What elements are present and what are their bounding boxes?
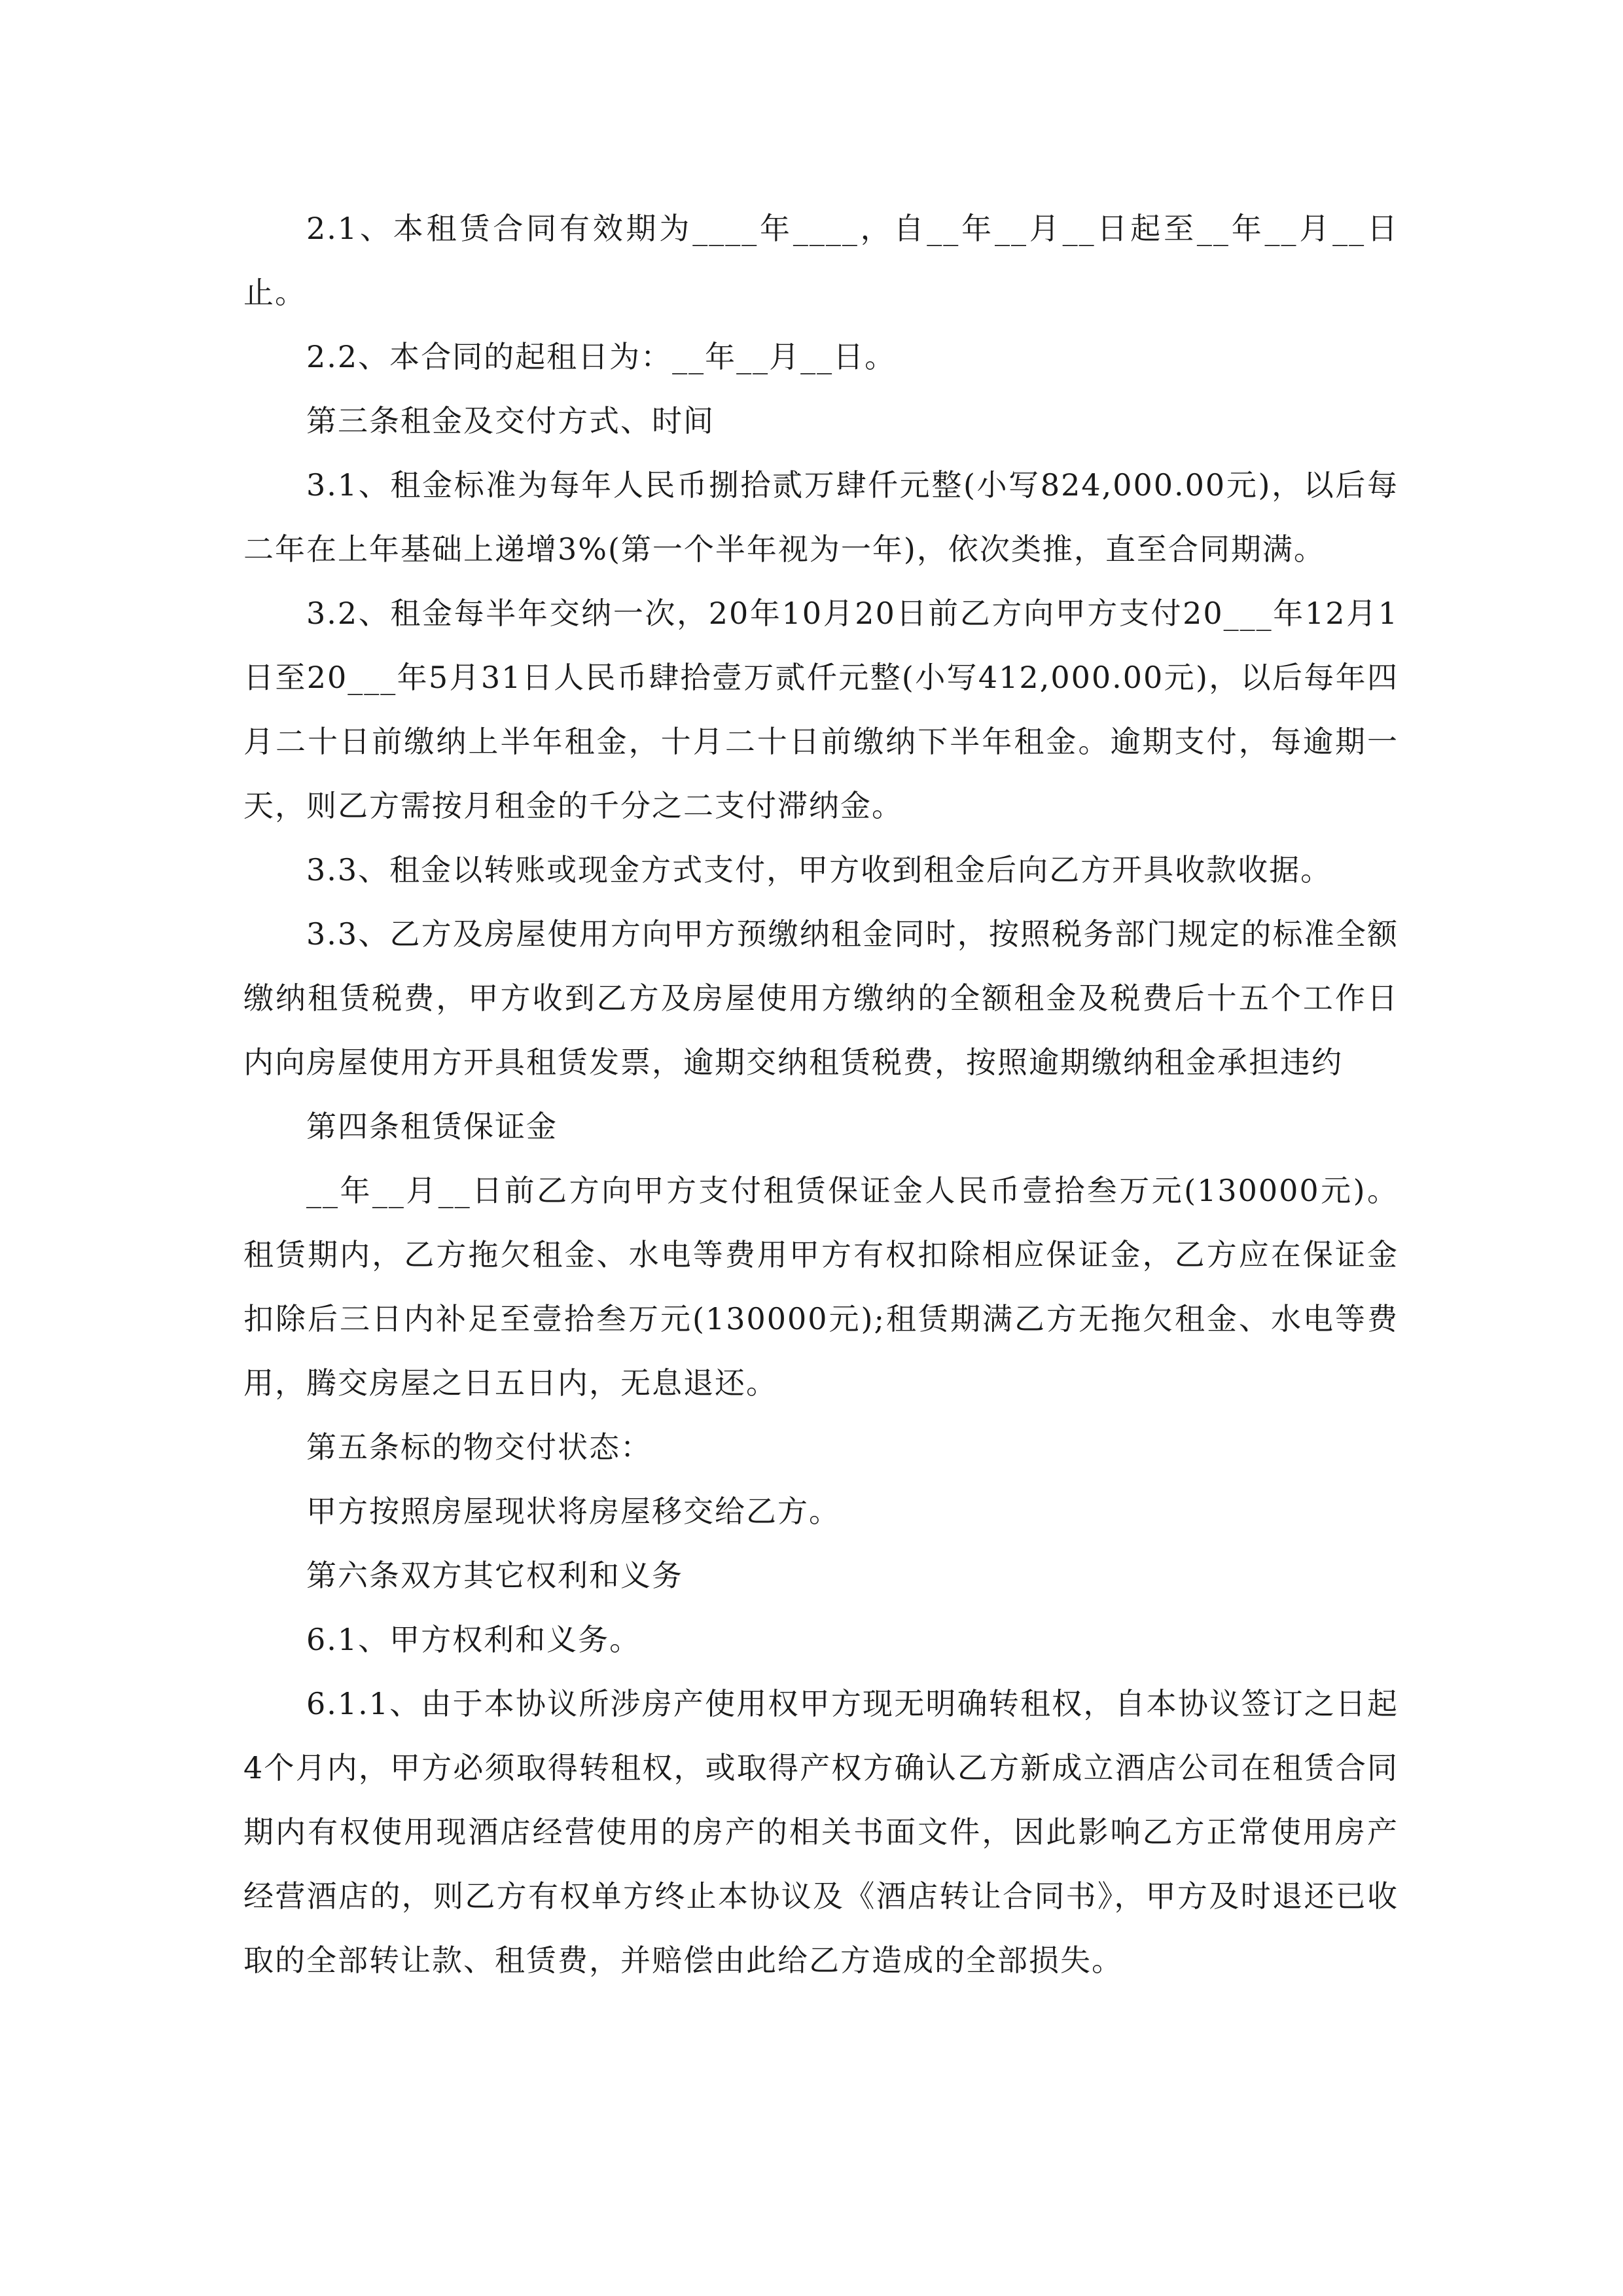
clause-3-3-tax: 3.3、乙方及房屋使用方向甲方预缴纳租金同时，按照税务部门规定的标准全额缴纳租赁税费，甲方收到乙方及房屋使用方缴纳的全额租金及税费后十五个工作日内向房屋使用方开具租赁发票，逾期交纳租赁税费，按照逾期缴纳租金承担违约 [243, 916, 1399, 1080]
article-5-heading: 第五条标的物交付状态： [306, 1429, 652, 1465]
article-4-deposit: __年__月__日前乙方向甲方支付租赁保证金人民币壹拾叁万元(130000元)。租赁期内，乙方拖欠租金、水电等费用甲方有权扣除相应保证金，乙方应在保证金扣除后三日内补足至壹拾叁万元(130000元);租赁期满乙方无拖欠租金、水电等费用，腾交房屋之日五日内，无息退还。 [243, 1173, 1399, 1401]
clause-2-2: 2.2、本合同的起租日为：__年__月__日。 [306, 339, 897, 374]
clause-6-1-1: 6.1.1、由于本协议所涉房产使用权甲方现无明确转租权，自本协议签订之日起4个月内，甲方必须取得转租权，或取得产权方确认乙方新成立酒店公司在租赁合同期内有权使用现酒店经营使用的房产的相关书面文件，因此影响乙方正常使用房产经营酒店的，则乙方有权单方终止本协议及《酒店转让合同书》，甲方及时退还已收取的全部转让款、租赁费，并赔偿由此给乙方造成的全部损失。 [243, 1686, 1399, 1978]
clause-6-1: 6.1、甲方权利和义务。 [306, 1622, 641, 1657]
article-3-heading: 第三条租金及交付方式、时间 [306, 403, 715, 439]
clause-2-1: 2.1、本租赁合同有效期为____年____，自__年__月__日起至__年__月__日止。 [243, 211, 1399, 310]
article-6-heading: 第六条双方其它权利和义务 [306, 1558, 683, 1593]
clause-3-2: 3.2、租金每半年交纳一次，20年10月20日前乙方向甲方支付20___年12月1日至20___年5月31日人民币肆拾壹万贰仟元整(小写412,000.00元)，以后每年四月二十日前缴纳上半年租金，十月二十日前缴纳下半年租金。逾期支付，每逾期一天，则乙方需按月租金的千分之二支付滞纳金。 [243, 596, 1399, 823]
clause-3-1: 3.1、租金标准为每年人民币捌拾贰万肆仟元整(小写824,000.00元)，以后每二年在上年基础上递增3%(第一个半年视为一年)，依次类推，直至合同期满。 [243, 467, 1399, 567]
document-body [243, 196, 1399, 1992]
clause-3-3-payment-method: 3.3、租金以转账或现金方式支付，甲方收到租金后向乙方开具收款收据。 [306, 852, 1332, 888]
article-4-heading: 第四条租赁保证金 [306, 1109, 558, 1144]
article-5-body: 甲方按照房屋现状将房屋移交给乙方。 [306, 1494, 840, 1529]
